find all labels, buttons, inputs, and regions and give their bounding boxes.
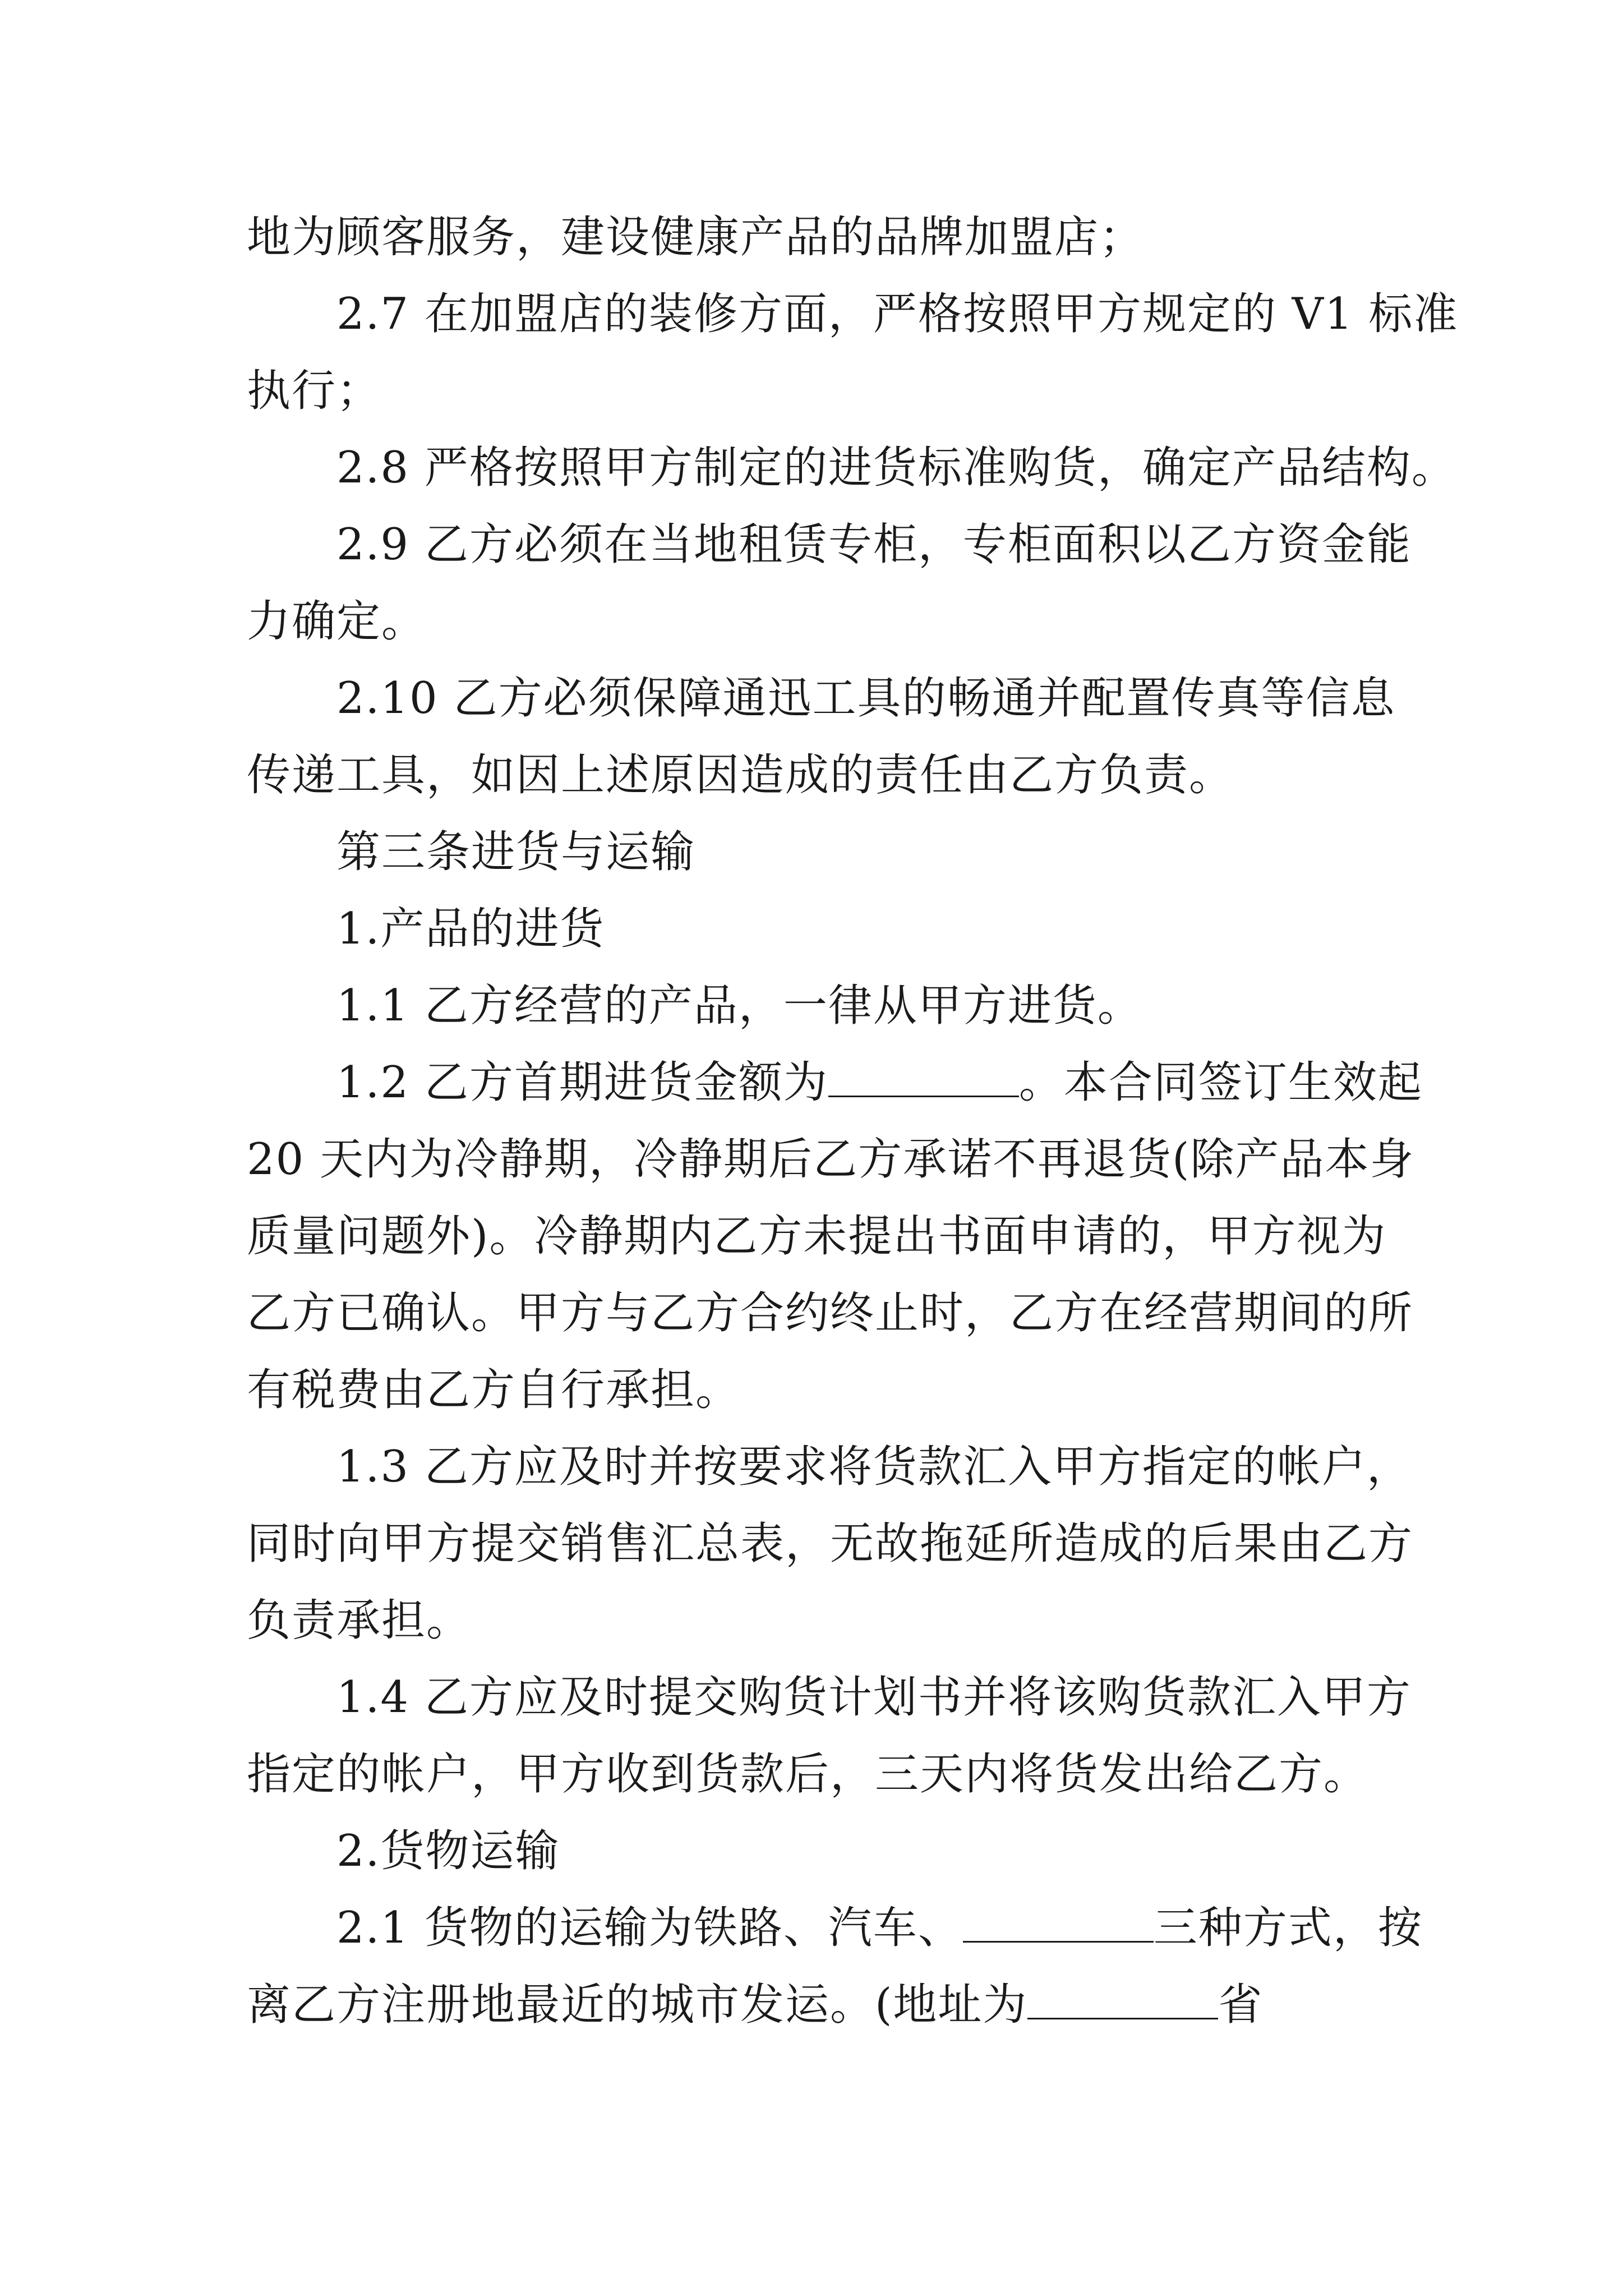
clause-1-2-line-5: 有税费由乙方自行承担。 [247,1365,741,1415]
clause-2-7-line-1: 2.7 在加盟店的装修方面，严格按照甲方规定的 V1 标准 [336,289,1459,339]
clause-2-1-line-1 [247,1890,1423,1967]
clause-1-2-text-after-blank: 。本合同签订生效起 [1018,1057,1423,1108]
clause-2-9-line-1: 2.9 乙方必须在当地租赁专柜，专柜面积以乙方资金能 [336,519,1412,570]
clause-1-4-line-1: 1.4 乙方应及时提交购货计划书并将该购货款汇入甲方 [336,1672,1412,1723]
clause-1-3-line-3: 负责承担。 [247,1595,472,1646]
clause-2-10-line-2: 传递工具，如因上述原因造成的责任由乙方负责。 [247,750,1234,800]
subsection-heading-product-purchase: 1.产品的进货 [336,904,605,954]
clause-2-8: 2.8 严格按照甲方制定的进货标准购货，确定产品结构。 [336,443,1456,493]
paragraph-line: 地为顾客服务，建设健康产品的品牌加盟店； [247,212,1145,263]
section-heading-article-3: 第三条进货与运输 [336,827,696,877]
clause-1-1: 1.1 乙方经营的产品，一律从甲方进货。 [336,981,1142,1031]
clause-2-10-line-1: 2.10 乙方必须保障通迅工具的畅通并配置传真等信息 [336,673,1396,724]
clause-2-1-text-after-blank: 三种方式，按 [1153,1903,1423,1953]
clause-1-2-line-4: 乙方已确认。甲方与乙方合约终止时，乙方在经营期间的所 [247,1288,1414,1338]
document-body [247,199,1459,2044]
clause-2-1-line-2-text: 离乙方注册地最近的城市发运。(地址为 [247,1980,1028,2030]
clause-2-1-line-2-text-after: 省 [1218,1980,1264,2030]
fill-in-blank-address[interactable] [1027,1978,1218,2019]
clause-2-1-text-before-blank: 2.1 货物的运输为铁路、汽车、 [336,1903,963,1953]
clause-2-1-line-2 [247,1967,1391,2044]
clause-2-7-line-2: 执行； [247,366,382,416]
fill-in-blank-amount[interactable] [828,1056,1019,1097]
clause-1-2-line-3: 质量问题外)。冷静期内乙方未提出书面申请的，甲方视为 [247,1211,1387,1262]
clause-1-2-line-1 [247,1045,1423,1121]
clause-1-2-text-before-blank: 1.2 乙方首期进货金额为 [336,1057,828,1108]
clause-1-2-line-2: 20 天内为冷静期，冷静期后乙方承诺不再退货(除产品本身 [247,1134,1415,1185]
clause-1-3-line-1: 1.3 乙方应及时并按要求将货款汇入甲方指定的帐户， [336,1442,1412,1492]
clause-2-9-line-2: 力确定。 [247,596,427,647]
fill-in-blank-transport-method[interactable] [963,1902,1154,1943]
subsection-heading-goods-transport: 2.货物运输 [336,1826,560,1876]
clause-1-3-line-2: 同时向甲方提交销售汇总表，无故拖延所造成的后果由乙方 [247,1519,1414,1569]
clause-1-4-line-2: 指定的帐户，甲方收到货款后，三天内将货发出给乙方。 [247,1749,1369,1800]
